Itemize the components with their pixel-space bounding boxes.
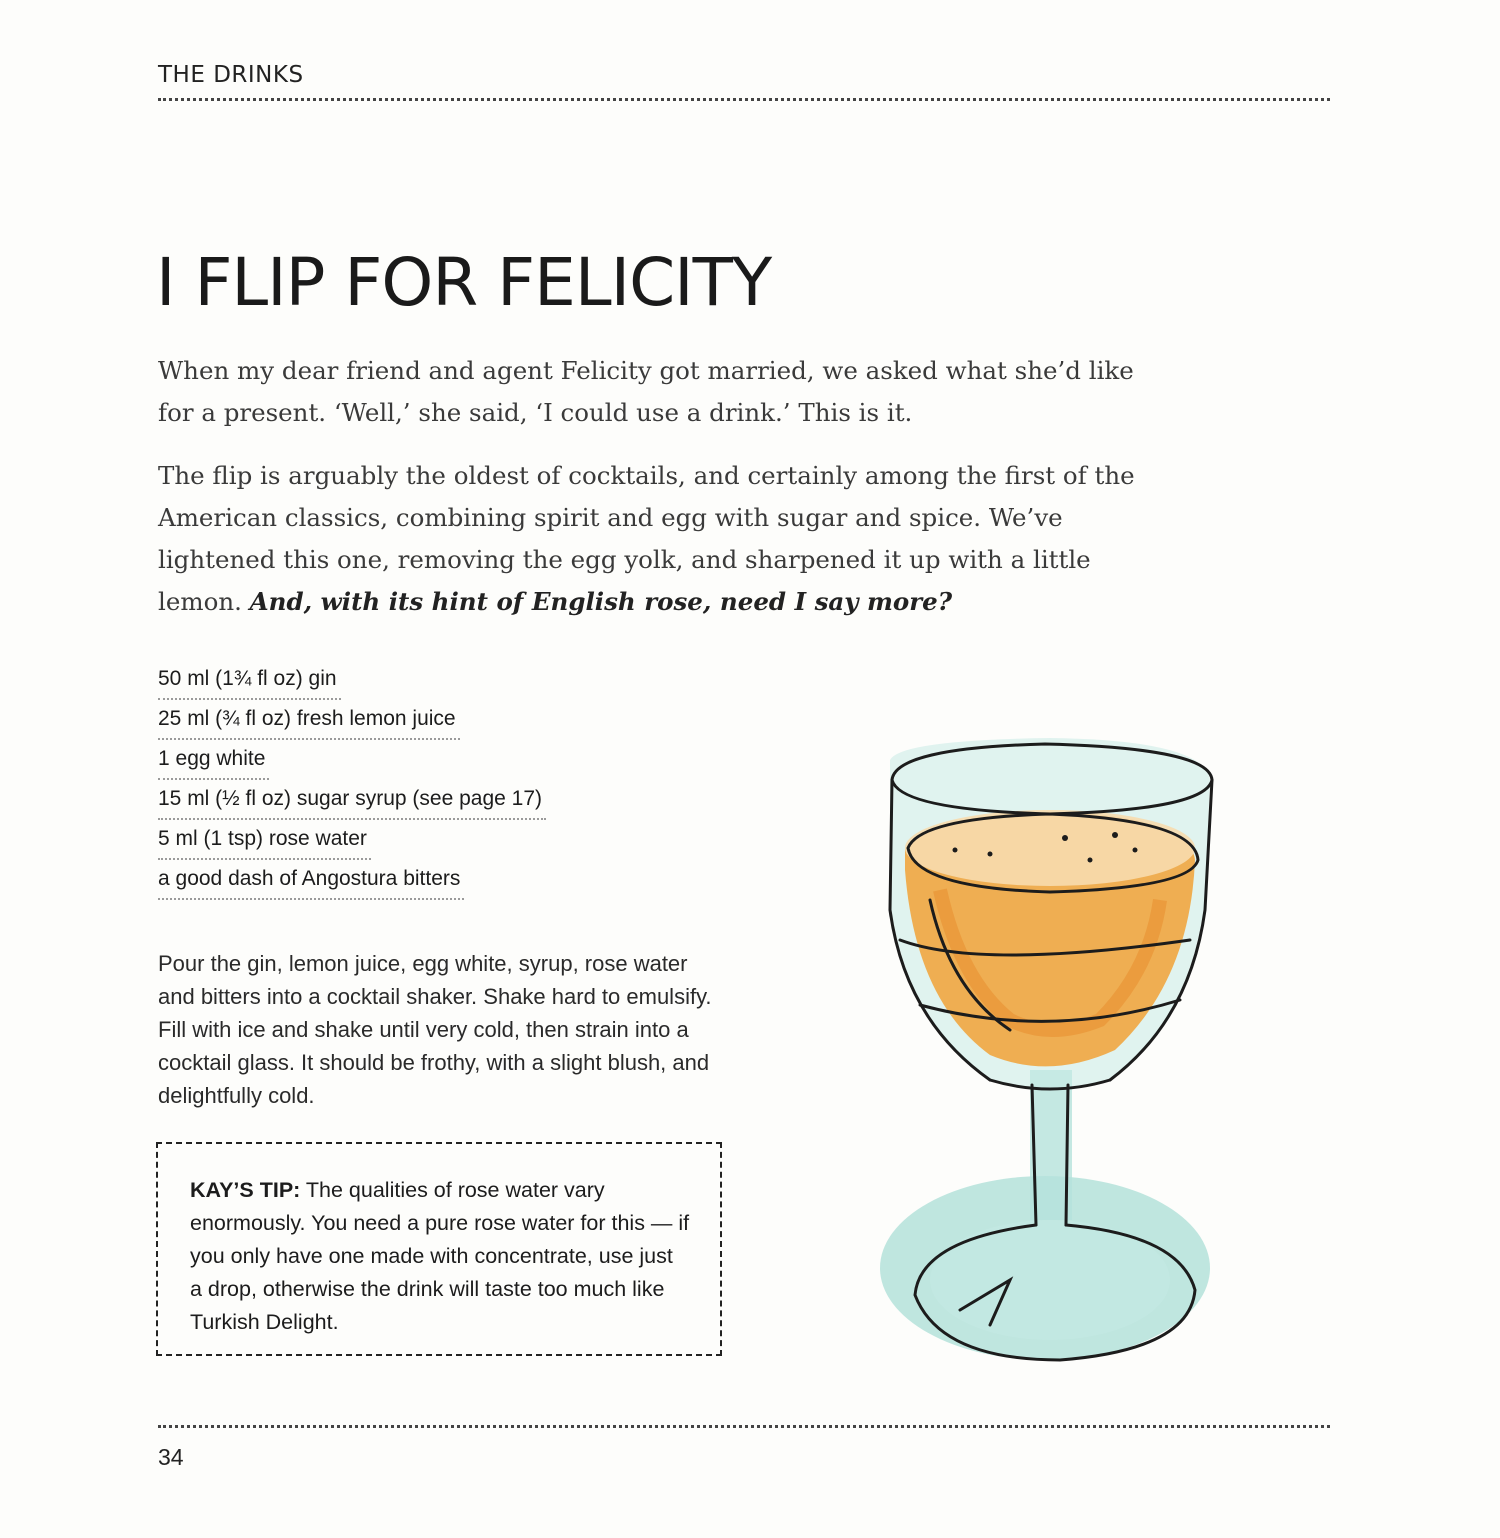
ingredient-item: 5 ml (1 tsp) rose water	[158, 820, 371, 860]
tip-label: KAY’S TIP:	[190, 1178, 301, 1202]
top-dotted-rule	[158, 98, 1330, 101]
page-number: 34	[158, 1444, 184, 1470]
intro-paragraph-1: When my dear friend and agent Felicity got married, we asked what she’d like for a present. ‘Well,’ she said, ‘I could use a drink.’ This is it.	[158, 356, 1134, 427]
tip-box	[156, 1142, 722, 1356]
intro-text	[158, 350, 1168, 644]
intro-paragraph-2	[158, 455, 1168, 623]
method-text: Pour the gin, lemon juice, egg white, syrup, rose water and bitters into a cocktail shaker. Shake hard to emulsify. Fill with ice and shake until very cold, then strain into a cocktail glass. It should be frothy, with a slight blush, and delightfully cold.	[158, 951, 712, 1108]
ingredient-item: 15 ml (½ fl oz) sugar syrup (see page 17)	[158, 780, 546, 820]
intro-paragraph-2-text: The flip is arguably the oldest of cocktails, and certainly among the first of the American classics, combining spirit and egg with sugar and spice. We’ve lightened this one, removing the egg yolk, and sharpened it up with a little lemon.	[158, 461, 1135, 616]
ingredient-list	[158, 660, 546, 900]
intro-emphasis: And, with its hint of English rose, need I say more?	[249, 587, 953, 616]
bottom-dotted-rule	[158, 1425, 1330, 1428]
ingredient-item: 1 egg white	[158, 740, 269, 780]
tip-text: The qualities of rose water vary enormously. You need a pure rose water for this — if you only have one made with concentrate, use just a drop, otherwise the drink will taste too much like Turkish Delight.	[190, 1178, 690, 1334]
cocktail-glass-illustration	[860, 720, 1240, 1380]
ingredient-item: 25 ml (¾ fl oz) fresh lemon juice	[158, 700, 460, 740]
ingredient-item: a good dash of Angostura bitters	[158, 860, 464, 900]
section-header: THE DRINKS	[158, 62, 304, 88]
recipe-title: I FLIP FOR FELICITY	[156, 244, 772, 321]
ingredient-item: 50 ml (1¾ fl oz) gin	[158, 660, 341, 700]
